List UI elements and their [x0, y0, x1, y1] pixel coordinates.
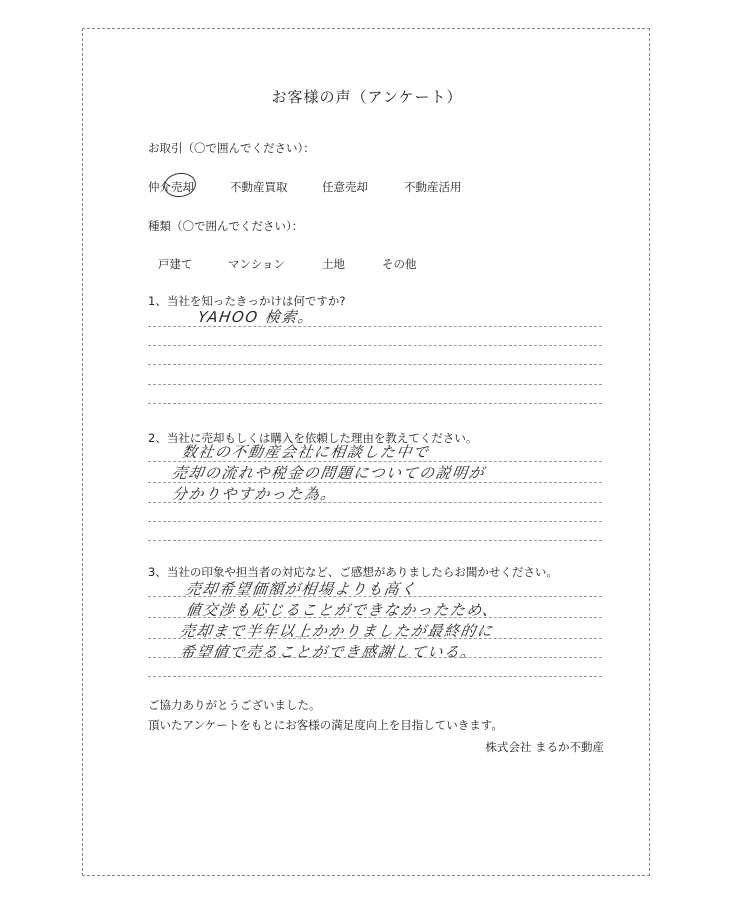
answer-rule [148, 521, 602, 522]
transaction-label: お取引（〇で囲んでください）： [148, 141, 315, 155]
transaction-option-utilization: 不動産活用 [404, 180, 462, 194]
answer-3-line-1: 売却希望価額が相場よりも高く [184, 580, 419, 598]
answer-rule [148, 596, 602, 597]
answer-2-line-1: 数社の不動産会社に相談した中で [180, 443, 431, 461]
category-option-land: 土地 [322, 257, 345, 271]
category-option-house: 戸建て [158, 257, 193, 271]
answer-1-line-1: YAHOO 検索。 [196, 308, 316, 326]
answer-3-line-2: 値交渉も応じることができなかったため、 [184, 601, 501, 619]
answer-rule [148, 326, 602, 327]
question-1: 1、当社を知ったきっかけは何ですか? [148, 294, 346, 308]
answer-rule [148, 345, 602, 346]
answer-rule [148, 364, 602, 365]
answer-2-line-3: 分かりやすかった為。 [170, 485, 339, 503]
answer-rule [148, 482, 602, 483]
page-title: お客様の声（アンケート） [271, 88, 463, 106]
transaction-option-brokerage-sale: 仲介売却 [148, 180, 194, 194]
question-3: 3、当社の印象や担当者の対応など、ご感想がありましたらお聞かせください。 [148, 565, 558, 579]
category-option-other: その他 [382, 257, 417, 271]
answer-rule [148, 617, 602, 618]
answer-2-line-2: 売却の流れや税金の問題についての説明が [170, 464, 487, 482]
answer-rule [148, 540, 602, 541]
improvement-message: 頂いたアンケートをもとにお客様の満足度向上を目指していきます。 [148, 718, 503, 732]
answer-rule [148, 403, 602, 404]
thanks-message: ご協力ありがとうございました。 [148, 698, 321, 712]
answer-rule [148, 461, 602, 462]
category-option-mansion: マンション [228, 257, 285, 271]
answer-rule [148, 676, 602, 677]
transaction-option-purchase: 不動産買取 [230, 180, 288, 194]
category-label: 種類（〇で囲んでください）： [148, 219, 304, 233]
transaction-option-voluntary-sale: 任意売却 [322, 180, 368, 194]
answer-rule [148, 384, 602, 385]
company-name: 株式会社 まるか不動産 [485, 740, 604, 754]
question-2: 2、当社に売却もしくは購入を依頼した理由を教えてください。 [148, 431, 478, 445]
answer-3-line-3: 売却まで半年以上かかりましたが最終的に [178, 622, 495, 640]
answer-rule [148, 657, 602, 658]
answer-rule [148, 502, 602, 503]
answer-rule [148, 638, 602, 639]
answer-3-line-4: 希望値で売ることができ感謝している。 [178, 643, 479, 661]
